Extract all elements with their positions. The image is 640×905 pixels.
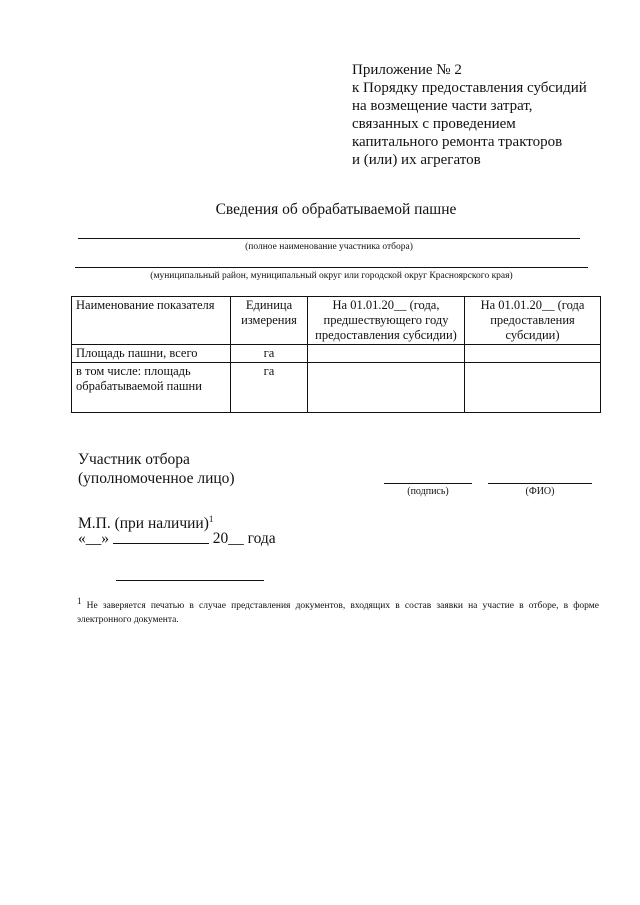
date-month-blank[interactable] [113,529,209,544]
arable-land-table [71,296,601,413]
date-line [78,529,276,548]
row-name: Площадь пашни, всего [72,345,231,363]
signature-hint: (подпись) [407,486,449,497]
header-unit: Единица измерения [231,297,308,345]
authorized-person-label: (уполномоченное лицо) [78,470,235,487]
full-name-line [488,483,592,484]
table-row [72,363,601,413]
row-name: в том числе: площадь обрабатываемой пашни [72,363,231,413]
footnote [77,594,599,627]
row-prev-value[interactable] [308,363,465,413]
footnote-separator [116,580,264,581]
table-header-row [72,297,601,345]
appendix-line: связанных с проведением [352,116,516,132]
footnote-mark: 1 [77,596,82,606]
header-indicator-name: Наименование показателя [72,297,231,345]
appendix-line: к Порядку предоставления субсидий [352,80,587,96]
full-name-hint: (ФИО) [525,486,555,497]
participant-name-hint: (полное наименование участника отбора) [245,242,413,252]
municipality-hint: (муниципальный район, муниципальный округ или городской округ Красноярского края) [150,271,513,281]
row-unit: га [231,363,308,413]
header-current-year: На 01.01.20__ (года предоставления субсидии) [465,297,601,345]
document-title: Сведения об обрабатываемой пашне [215,201,457,218]
appendix-line: Приложение № 2 [352,62,462,78]
header-prev-year: На 01.01.20__ (года, предшествующего году предоставления субсидии) [308,297,465,345]
table-row [72,345,601,363]
row-prev-value[interactable] [308,345,465,363]
date-day: «__» [78,530,109,547]
footnote-text: Не заверяется печатью в случае представления документов, входящих в состав заявки на участие в отборе, в форме электронного документа. [77,601,599,626]
participant-name-line [78,238,580,239]
appendix-header [352,61,622,169]
row-current-value[interactable] [465,345,601,363]
row-unit: га [231,345,308,363]
row-current-value[interactable] [465,363,601,413]
footnote-reference: 1 [208,514,214,524]
appendix-line: на возмещение части затрат, [352,98,533,114]
municipality-line [75,267,588,268]
participant-label: Участник отбора [78,451,190,468]
appendix-line: капитального ремонта тракторов [352,134,563,150]
appendix-line: и (или) их агрегатов [352,152,481,168]
signature-line [384,483,472,484]
date-year: 20__ года [212,530,276,547]
stamp-label-text: М.П. (при наличии) [78,515,209,533]
